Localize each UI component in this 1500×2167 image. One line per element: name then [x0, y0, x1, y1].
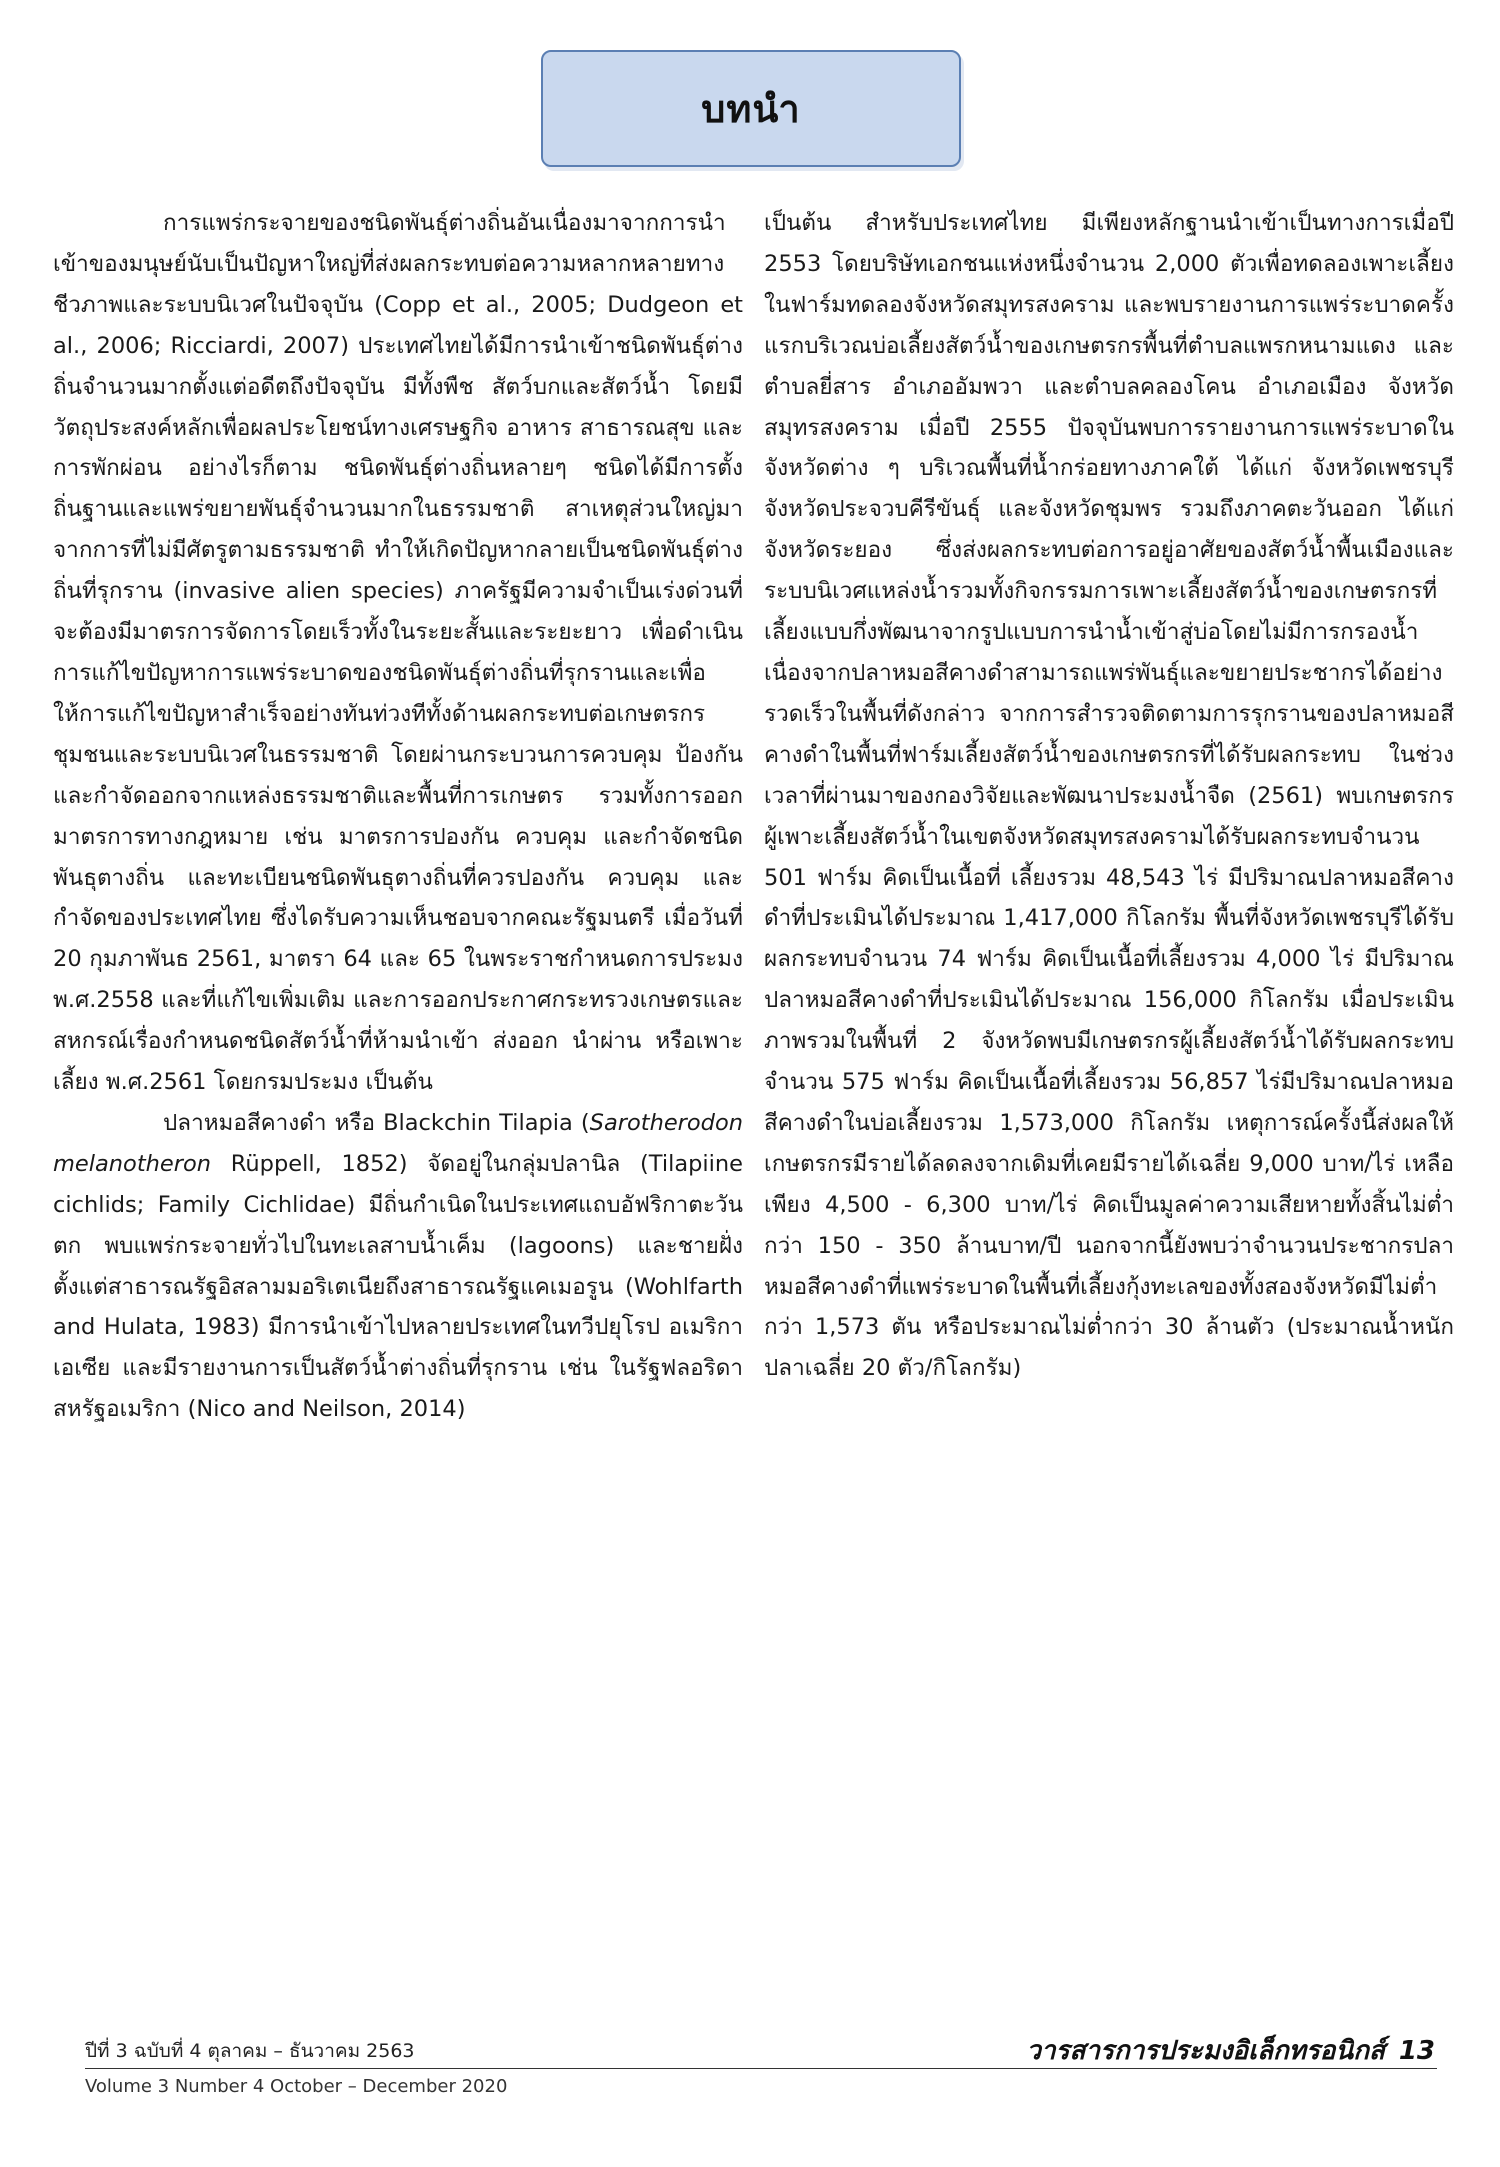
section-title: บทนำ [701, 87, 801, 131]
left-column [53, 203, 743, 1430]
left-paragraph-1: การแพร่กระจายของชนิดพันธุ์ต่างถิ่นอันเนื่องมาจากการนำเข้าของมนุษย์นับเป็นปัญหาใหญ่ที่ส่งผลกระทบต่อความหลากหลายทางชีวภาพและระบบนิเวศในปัจจุบัน (Copp et al., 2005; Dudgeon et al., 2006; Ricciardi, 2007) ประเทศไทยได้มีการนำเข้าชนิดพันธุ์ต่างถิ่นจำนวนมากตั้งแต่อดีตถึงปัจจุบัน มีทั้งพืช สัตว์บกและสัตว์น้ำ โดยมีวัตถุประสงค์หลักเพื่อผลประโยชน์ทางเศรษฐกิจ อาหาร สาธารณสุข และการพักผ่อน อย่างไรก็ตาม ชนิดพันธุ์ต่างถิ่นหลายๆ ชนิดได้มีการตั้งถิ่นฐานและแพร่ขยายพันธุ์จำนวนมากในธรรมชาติ สาเหตุส่วนใหญ่มาจากการที่ไม่มีศัตรูตามธรรมชาติ ทำให้เกิดปัญหากลายเป็นชนิดพันธุ์ต่างถิ่นที่รุกราน (invasive alien species) ภาครัฐมีความจำเป็นเร่งด่วนที่จะต้องมีมาตรการจัดการโดยเร็วทั้งในระยะสั้นและระยะยาว เพื่อดำเนินการแก้ไขปัญหาการแพร่ระบาดของชนิดพันธุ์ต่างถิ่นที่รุกรานและเพื่อให้การแก้ไขปัญหาสำเร็จอย่างทันท่วงทีทั้งด้านผลกระทบต่อเกษตรกรชุมชนและระบบนิเวศในธรรมชาติ โดยผ่านกระบวนการควบคุม ป้องกัน และกำจัดออกจากแหล่งธรรมชาติและพื้นที่การเกษตร รวมทั้งการออกมาตรการทางกฎหมาย เช่น มาตรการปองกัน ควบคุม และกำจัดชนิดพันธุตางถิ่น และทะเบียนชนิดพันธุตางถิ่นที่ควรปองกัน ควบคุม และ กำจัดของประเทศไทย ซึ่งไดรับความเห็นชอบจากคณะรัฐมนตรี เมื่อวันที่ 20 กุมภาพันธ 2561, มาตรา 64 และ 65 ในพระราชกำหนดการประมง พ.ศ.2558 และที่แก้ไขเพิ่มเติม และการออกประกาศกระทรวงเกษตรและสหกรณ์เรื่องกำหนดชนิดสัตว์น้ำที่ห้ามนำเข้า ส่งออก นำผ่าน หรือเพาะเลี้ยง พ.ศ.2561 โดยกรมประมง เป็นต้น [53, 210, 743, 1096]
journal-name: วารสารการประมงอิเล็กทรอนิกส์ [1026, 2036, 1385, 2066]
para2-text-end: Rüppell, 1852) จัดอยู่ในกลุ่มปลานิล (Tilapiine cichlids; Family Cichlidae) มีถิ่นกำเนิดในประเทศแถบอัฟริกาตะวันตก พบแพร่กระจายทั่วไปในทะเลสาบน้ำเค็ม (lagoons) และชายฝั่งตั้งแต่สาธารณรัฐอิสลามมอริเตเนียถึงสาธารณรัฐแคเมอรูน (Wohlfarth and Hulata, 1983) มีการนำเข้าไปหลายประเทศในทวีปยุโรป อเมริกา เอเซีย และมีรายงานการเป็นสัตว์น้ำต่างถิ่นที่รุกราน เช่น ในรัฐฟลอริดา สหรัฐอเมริกา (Nico and Neilson, 2014) [53, 1150, 743, 1423]
para2-text-start: ปลาหมอสีคางดำ หรือ Blackchin Tilapia ( [163, 1109, 590, 1136]
page-number: 13 [1398, 2036, 1435, 2066]
footer-issue-thai: ปีที่ 3 ฉบับที่ 4 ตุลาคม – ธันวาคม 2563 [85, 2040, 415, 2062]
section-title-box [541, 50, 961, 167]
right-paragraph-1: เป็นต้น สำหรับประเทศไทย มีเพียงหลักฐานนำเข้าเป็นทางการเมื่อปี 2553 โดยบริษัทเอกชนแห่งหนึ่งจำนวน 2,000 ตัวเพื่อทดลองเพาะเลี้ยงในฟาร์มทดลองจังหวัดสมุทรสงคราม และพบรายงานการแพร่ระบาดครั้งแรกบริเวณบ่อเลี้ยงสัตว์น้ำของเกษตรกรพื้นที่ตำบลแพรกหนามแดง และตำบลยี่สาร อำเภออัมพวา และตำบลคลองโคน อำเภอเมือง จังหวัดสมุทรสงคราม เมื่อปี 2555 ปัจจุบันพบการรายงานการแพร่ระบาดในจังหวัดต่าง ๆ บริเวณพื้นที่น้ำกร่อยทางภาคใต้ ได้แก่ จังหวัดเพชรบุรี จังหวัดประจวบคีรีขันธุ์ และจังหวัดชุมพร รวมถึงภาคตะวันออก ได้แก่ จังหวัดระยอง ซึ่งส่งผลกระทบต่อการอยู่อาศัยของสัตว์น้ำพื้นเมืองและระบบนิเวศแหล่งน้ำรวมทั้งกิจกรรมการเพาะเลี้ยงสัตว์น้ำของเกษตรกรที่เลี้ยงแบบกึ่งพัฒนาจากรูปแบบการนำน้ำเข้าสู่บ่อโดยไม่มีการกรองน้ำ เนื่องจากปลาหมอสีคางดำสามารถแพร่พันธุ์และขยายประชากรได้อย่างรวดเร็วในพื้นที่ดังกล่าว จากการสำรวจติดตามการรุกรานของปลาหมอสีคางดำในพื้นที่ฟาร์มเลี้ยงสัตว์น้ำของเกษตรกรที่ได้รับผลกระทบ ในช่วงเวลาที่ผ่านมาของกองวิจัยและพัฒนาประมงน้ำจืด (2561) พบเกษตรกรผู้เพาะเลี้ยงสัตว์น้ำในเขตจังหวัดสมุทรสงครามได้รับผลกระทบจำนวน 501 ฟาร์ม คิดเป็นเนื้อที่ เลี้ยงรวม 48,543 ไร่ มีปริมาณปลาหมอสีคางดำที่ประเมินได้ประมาณ 1,417,000 กิโลกรัม พื้นที่จังหวัดเพชรบุรีได้รับผลกระทบจำนวน 74 ฟาร์ม คิดเป็นเนื้อที่เลี้ยงรวม 4,000 ไร่ มีปริมาณปลาหมอสีคางดำที่ประเมินได้ประมาณ 156,000 กิโลกรัม เมื่อประเมินภาพรวมในพื้นที่ 2 จังหวัดพบมีเกษตรกรผู้เลี้ยงสัตว์น้ำได้รับผลกระทบจำนวน 575 ฟาร์ม คิดเป็นเนื้อที่เลี้ยงรวม 56,857 ไร่มีปริมาณปลาหมอสีคางดำในบ่อเลี้ยงรวม 1,573,000 กิโลกรัม เหตุการณ์ครั้งนี้ส่งผลให้เกษตรกรมีรายได้ลดลงจากเดิมที่เคยมีรายได้เฉลี่ย 9,000 บาท/ไร่ เหลือเพียง 4,500 - 6,300 บาท/ไร่ คิดเป็นมูลค่าความเสียหายทั้งสิ้นไม่ต่ำกว่า 150 - 350 ล้านบาท/ปี นอกจากนี้ยังพบว่าจำนวนประชากรปลาหมอสีคางดำที่แพร่ระบาดในพื้นที่เลี้ยงกุ้งทะเลของทั้งสองจังหวัดมีไม่ต่ำกว่า 1,573 ตัน หรือประมาณไม่ต่ำกว่า 30 ล้านตัว (ประมาณน้ำหนักปลาเฉลี่ย 20 ตัว/กิโลกรัม) [764, 210, 1454, 1382]
footer-journal [1026, 2030, 1435, 2071]
left-paragraph-2 [53, 1103, 743, 1430]
right-column [764, 203, 1454, 1389]
species-name: Sarotherodon melanotheron [53, 1109, 743, 1177]
footer-issue-english: Volume 3 Number 4 October – December 2020 [85, 2076, 508, 2097]
